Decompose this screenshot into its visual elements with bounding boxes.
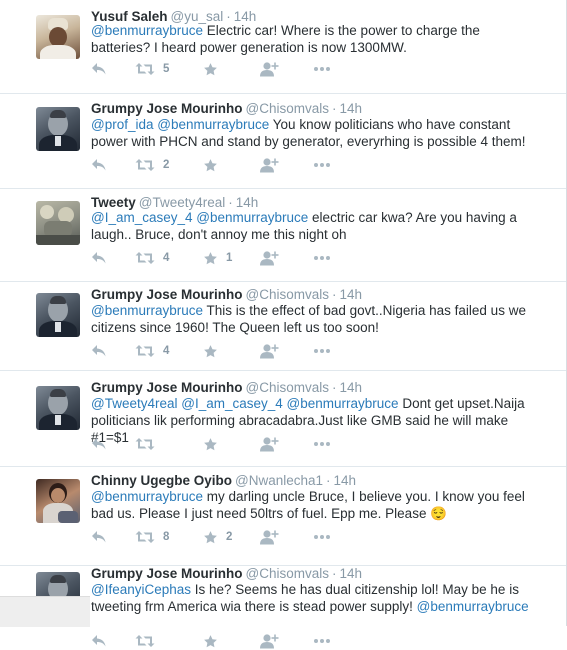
star-icon: [203, 251, 218, 266]
star-icon: [203, 158, 218, 173]
more-icon: [313, 534, 331, 540]
tweet-text: [91, 302, 541, 336]
user-name[interactable]: Tweety: [91, 195, 136, 210]
retweet-button[interactable]: [135, 528, 169, 546]
retweet-icon: [135, 437, 155, 451]
follow-button[interactable]: [259, 435, 279, 453]
tweet-text-segment: Dont get upset.Naija politicians lik performing abracadabra.Just like GMB said he will make #1=$1: [91, 396, 525, 445]
favorite-count: 2: [226, 531, 233, 543]
mention-link[interactable]: @benmurraybruce: [286, 396, 399, 411]
user-handle[interactable]: @yu_sal: [170, 9, 224, 24]
mention-link[interactable]: @benmurraybruce: [91, 303, 204, 318]
tweet-timestamp[interactable]: 14h: [339, 380, 363, 395]
mention-link[interactable]: @benmurraybruce: [416, 599, 529, 614]
tweet-text-segment: Is he? Seems he has dual citizenship lol! May be he is tweeting frm America wia there is stead power supply!: [91, 582, 519, 614]
separator-dot: ·: [226, 9, 231, 24]
reply-button[interactable]: [91, 342, 107, 360]
retweet-icon: [135, 344, 155, 358]
tweet-item[interactable]: [0, 93, 566, 188]
tweet-text-segment: You know politicians who have constant power with PHCN and stand by generator, everyrhing is possible 4 them!: [91, 117, 526, 149]
follow-icon: [259, 436, 279, 452]
retweet-icon: [135, 62, 155, 76]
tweet-timestamp[interactable]: 14h: [339, 287, 363, 302]
more-button[interactable]: [313, 528, 331, 546]
reply-icon: [91, 437, 107, 451]
retweet-icon: [135, 158, 155, 172]
reply-icon: [91, 251, 107, 265]
follow-icon: [259, 633, 279, 649]
retweet-button[interactable]: [135, 156, 169, 174]
mention-link[interactable]: @I_am_casey_4: [91, 210, 193, 225]
star-icon: [203, 344, 218, 359]
avatar[interactable]: [36, 386, 80, 430]
retweet-button[interactable]: [135, 435, 163, 453]
user-name[interactable]: Chinny Ugegbe Oyibo: [91, 473, 233, 488]
user-handle[interactable]: @Chisomvals: [245, 287, 329, 302]
mention-link[interactable]: @I_am_casey_4: [181, 396, 283, 411]
favorite-count: 1: [226, 252, 233, 264]
tweet-timestamp[interactable]: 14h: [235, 195, 259, 210]
retweet-icon: [135, 251, 155, 265]
favorite-button[interactable]: [203, 156, 226, 174]
separator-dot: ·: [326, 473, 331, 488]
more-button[interactable]: [313, 342, 331, 360]
tweet-item[interactable]: [0, 281, 566, 370]
more-button[interactable]: [313, 435, 331, 453]
avatar[interactable]: [36, 479, 80, 523]
follow-button[interactable]: [259, 632, 279, 650]
tweet-timestamp[interactable]: 14h: [339, 101, 363, 116]
user-handle[interactable]: @Chisomvals: [245, 101, 329, 116]
reply-icon: [91, 530, 107, 544]
favorite-button[interactable]: [203, 435, 226, 453]
more-icon: [313, 255, 331, 261]
user-handle[interactable]: @Chisomvals: [245, 566, 329, 581]
reply-icon: [91, 344, 107, 358]
reply-button[interactable]: [91, 632, 107, 650]
tweet-actions: [91, 249, 351, 267]
tweet-text-segment: This is the effect of bad govt..Nigeria has failed us we citizens since 1960! The Queen left us too soon!: [91, 303, 526, 335]
retweet-count: 5: [163, 63, 170, 75]
reply-button[interactable]: [91, 435, 107, 453]
retweet-button[interactable]: [135, 249, 169, 267]
tweet-actions: [91, 342, 351, 360]
more-button[interactable]: [313, 156, 331, 174]
more-icon: [313, 441, 331, 447]
mention-link[interactable]: @benmurraybruce: [196, 210, 309, 225]
follow-button[interactable]: [259, 60, 279, 78]
tweet-item[interactable]: [0, 188, 566, 281]
tweet-timestamp[interactable]: 14h: [233, 9, 257, 24]
retweet-icon: [135, 530, 155, 544]
reply-icon: [91, 62, 107, 76]
follow-button[interactable]: [259, 249, 279, 267]
retweet-count: 4: [163, 345, 170, 357]
star-icon: [203, 530, 218, 545]
reply-button[interactable]: [91, 249, 107, 267]
tweet-item[interactable]: [0, 0, 566, 92]
mention-link[interactable]: @benmurraybruce: [157, 117, 270, 132]
follow-button[interactable]: [259, 342, 279, 360]
tweet-actions: [91, 435, 351, 453]
favorite-button[interactable]: [203, 60, 226, 78]
more-icon: [313, 348, 331, 354]
avatar[interactable]: [36, 293, 80, 337]
favorite-button[interactable]: [203, 632, 226, 650]
retweet-count: 2: [163, 159, 170, 171]
favorite-button[interactable]: [203, 528, 232, 546]
follow-icon: [259, 157, 279, 173]
user-handle[interactable]: @Nwanlecha1: [235, 473, 324, 488]
tweet-text: [91, 488, 541, 522]
user-name[interactable]: Grumpy Jose Mourinho: [91, 380, 243, 395]
follow-button[interactable]: [259, 156, 279, 174]
tweet-text: [91, 22, 541, 56]
separator-dot: ·: [332, 101, 337, 116]
reply-icon: [91, 158, 107, 172]
mention-link[interactable]: @benmurraybruce: [91, 23, 204, 38]
star-icon: [203, 62, 218, 77]
user-name[interactable]: Yusuf Saleh: [91, 9, 168, 24]
reply-button[interactable]: [91, 528, 107, 546]
more-icon: [313, 162, 331, 168]
user-name[interactable]: Grumpy Jose Mourinho: [91, 101, 243, 116]
horizontal-scrollbar[interactable]: [0, 596, 90, 627]
tweet-text-segment: Electric car! Where is the power to charge the batteries? I heard power generation is now 1300MW.: [91, 23, 480, 55]
more-button[interactable]: [313, 249, 331, 267]
tweet-text-segment: electric car kwa? Are you having a laugh.. Bruce, don't annoy me this night oh: [91, 210, 517, 242]
retweet-button[interactable]: [135, 60, 169, 78]
reply-button[interactable]: [91, 156, 107, 174]
mention-link[interactable]: @prof_ida: [91, 117, 154, 132]
tweet-actions: [91, 632, 351, 650]
favorite-button[interactable]: [203, 249, 232, 267]
more-button[interactable]: [313, 632, 331, 650]
tweet-item[interactable]: [0, 466, 566, 565]
tweet-item[interactable]: [0, 370, 566, 466]
avatar[interactable]: [36, 201, 80, 245]
mention-link[interactable]: @Tweety4real: [91, 396, 178, 411]
tweet-text: [91, 116, 541, 150]
retweet-button[interactable]: [135, 632, 163, 650]
tweet-actions: [91, 528, 351, 546]
retweet-count: 8: [163, 531, 170, 543]
tweet-text: [91, 581, 541, 615]
more-button[interactable]: [313, 60, 331, 78]
more-icon: [313, 638, 331, 644]
follow-icon: [259, 61, 279, 77]
tweet-timestamp[interactable]: 14h: [339, 566, 363, 581]
tweet-actions: [91, 156, 351, 174]
mention-link[interactable]: @benmurraybruce: [91, 489, 204, 504]
tweet-text: [91, 209, 541, 243]
follow-icon: [259, 529, 279, 545]
tweet-text-segment: my darling uncle Bruce, I believe you. I know you feel bad us. Please I just need 50ltrs of fuel. Epp me. Please 😌: [91, 489, 525, 521]
user-name[interactable]: Grumpy Jose Mourinho: [91, 287, 243, 302]
avatar[interactable]: [36, 15, 80, 59]
avatar[interactable]: [36, 107, 80, 151]
retweet-button[interactable]: [135, 342, 169, 360]
tweet-timestamp[interactable]: 14h: [333, 473, 357, 488]
reply-button[interactable]: [91, 60, 107, 78]
favorite-button[interactable]: [203, 342, 226, 360]
more-icon: [313, 66, 331, 72]
separator-dot: ·: [332, 380, 337, 395]
separator-dot: ·: [228, 195, 233, 210]
retweet-icon: [135, 634, 155, 648]
reply-icon: [91, 634, 107, 648]
follow-icon: [259, 343, 279, 359]
star-icon: [203, 634, 218, 649]
star-icon: [203, 437, 218, 452]
user-handle[interactable]: @Chisomvals: [245, 380, 329, 395]
user-name[interactable]: Grumpy Jose Mourinho: [91, 566, 243, 581]
separator-dot: ·: [332, 287, 337, 302]
follow-button[interactable]: [259, 528, 279, 546]
retweet-count: 4: [163, 252, 170, 264]
follow-icon: [259, 250, 279, 266]
mention-link[interactable]: @IfeanyiCephas: [91, 582, 192, 597]
user-handle[interactable]: @Tweety4real: [138, 195, 226, 210]
tweet-actions: [91, 60, 351, 78]
separator-dot: ·: [332, 566, 337, 581]
